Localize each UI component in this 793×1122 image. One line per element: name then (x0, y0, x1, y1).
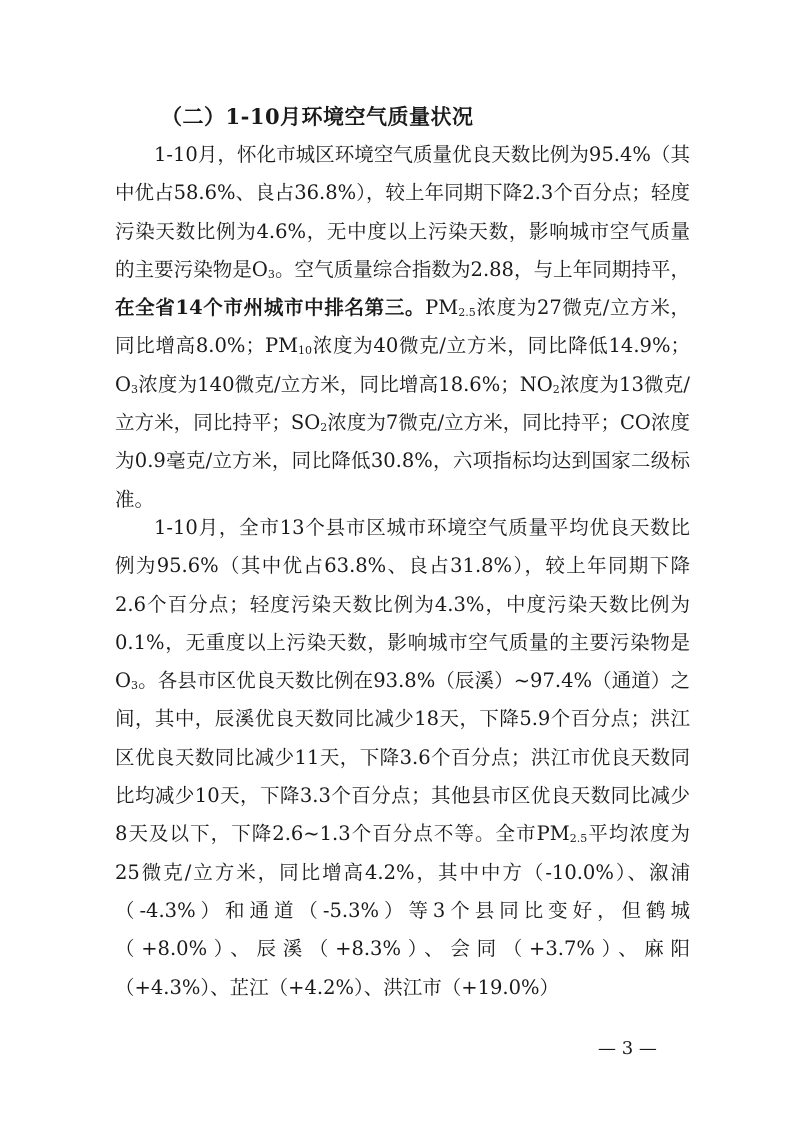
o3-subscript: 3 (267, 267, 275, 281)
no2-subscript: 2 (552, 382, 560, 396)
p2-text-3: 平均浓度为25微克/立方米，同比增高4.2%，其中中方（-10.0%）、溆浦（-4.3%）和通道（-5.3%）等3个县同比变好，但鹤城（+8.0%）、辰溪（+8.3%）、会同（+3.7%）、麻阳（+4.3%）、芷江（+4.2%）、洪江市（+19.0%） (115, 822, 690, 999)
o3-subscript-p2: 3 (131, 679, 138, 693)
ranking-statement: 在全省14个市州城市中排名第三。 (115, 296, 426, 320)
section-heading: （二）1-10月环境空气质量状况 (161, 104, 474, 129)
pm10-subscript: 10 (298, 344, 313, 358)
p1-text-1: 1-10月，怀化市城区环境空气质量优良天数比例为95.4%（其中优占58.6%、良占36.8%），较上年同期下降2.3个百分点；轻度污染天数比例为4.6%，无中度以上污染天数，影响城市空气质量的主要污染物是O (115, 143, 690, 281)
paragraph-county-air-quality (115, 509, 690, 1007)
p1-text-4: 浓度为27微克/立方米，同比增高8.0%；PM (115, 296, 690, 358)
p1-text-8: 浓度为7微克/立方米，同比持平；CO浓度为0.9毫克/立方米，同比降低30.8%，六项指标均达到国家二级标准。 (115, 411, 690, 511)
page-number: — 3 — (598, 1038, 657, 1059)
p1-text-7: 浓度为13微克/立方米，同比持平；SO (115, 372, 690, 435)
pm25-subscript-p2: 2.5 (569, 832, 588, 846)
p2-text-2: 。各县市区优良天数比例在93.8%（辰溪）~97.4%（通道）之间，其中，辰溪优良天数同比减少18天，下降5.9个百分点；洪江区优良天数同比减少11天，下降3.6个百分点；洪江市优良天数同比均减少10天，下降3.3个百分点；其他县市区优良天数同比减少8天及以下，下降2.6~1.3个百分点不等。全市PM (115, 669, 690, 846)
p1-text-5: 浓度为40微克/立方米，同比降低14.9%；O (115, 334, 690, 396)
paragraph-city-air-quality (115, 136, 690, 519)
p1-text-3: PM (425, 296, 459, 320)
o3-subscript-2: 3 (131, 382, 138, 396)
p1-text-2: 。空气质量综合指数为2.88，与上年同期持平， (274, 257, 690, 281)
p2-text-1: 1-10月，全市13个县市区城市环境空气质量平均优良天数比例为95.6%（其中优占63.8%、良占31.8%），较上年同期下降2.6个百分点；轻度污染天数比例为4.3%，中度污染天数比例为0.1%，无重度以上污染天数，影响城市空气质量的主要污染物是O (115, 516, 690, 693)
p1-text-6: 浓度为140微克/立方米，同比增高18.6%；NO (138, 372, 553, 396)
pm25-subscript: 2.5 (458, 306, 476, 320)
so2-subscript: 2 (320, 421, 328, 435)
